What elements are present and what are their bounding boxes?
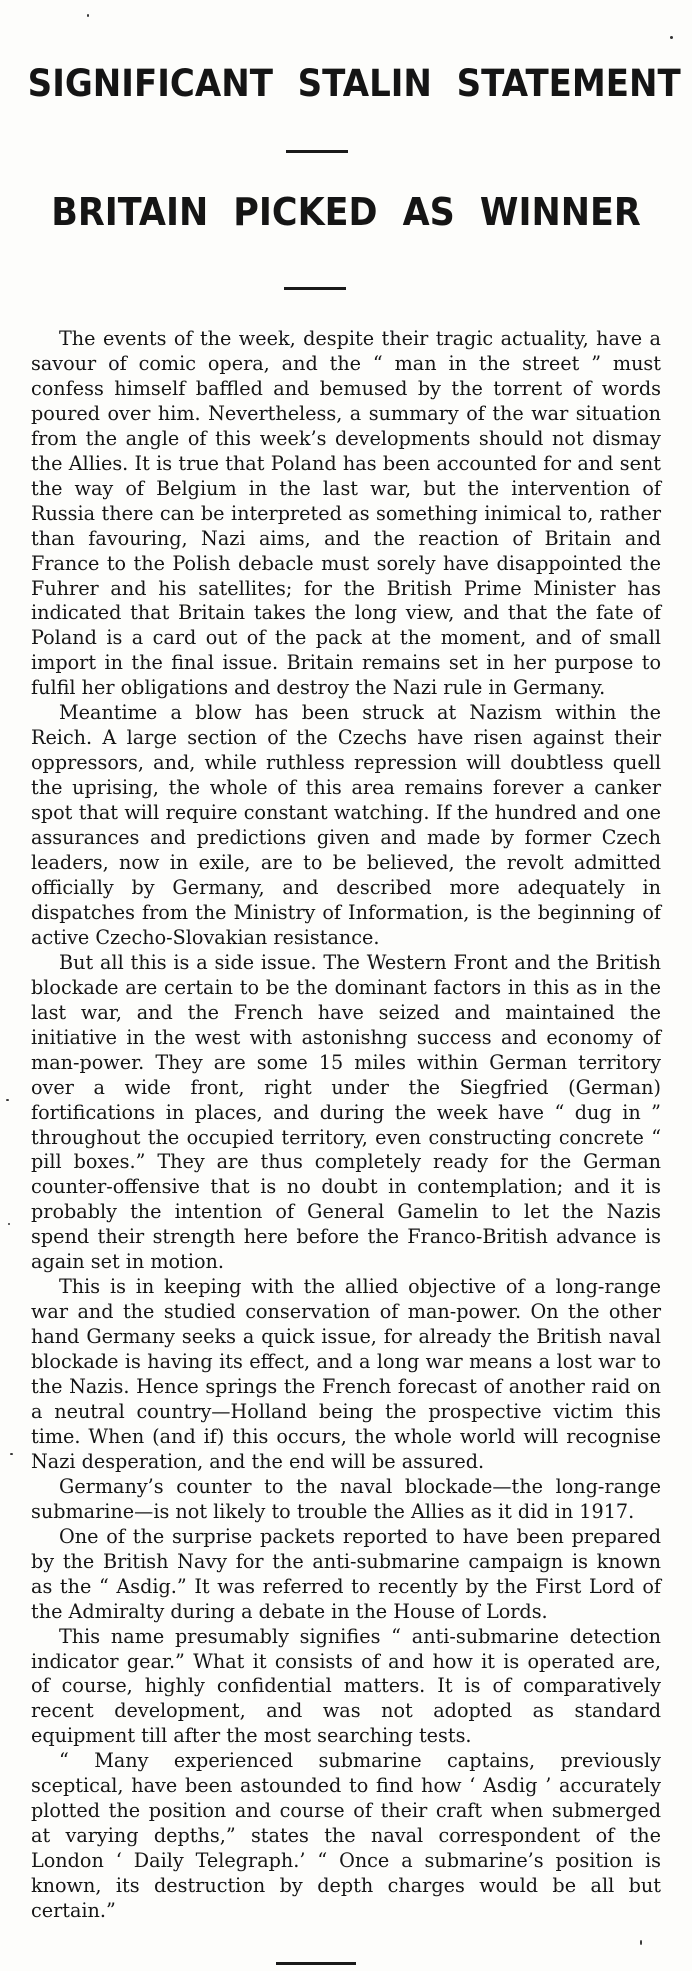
article-paragraph: The events of the week, despite their tragic actuality, have a savour of comic opera, and the “ man in the street ” must confess himself baffled and bemused by the torrent of words poured over him. Nevertheless, a summary of the war situation from the angle of this week’s developments should not dismay the Allies. It is true that Poland has been accounted for and sent the way of Belgium in the last war, but the intervention of Russia there can be interpreted as something inimical to, rather than favouring, Nazi aims, and the reaction of Britain and France to the Polish debacle must sorely have disappointed the Fuhrer and his satellites; for the British Prime Minister has indicated that Britain takes the long view, and that the fate of Poland is a card out of the pack at the moment, and of small import in the final issue. Britain remains set in her purpose to fulfil her obligations and destroy the Nazi rule in Germany. xyxy=(31,327,661,700)
headline-primary: SIGNIFICANT STALIN STATEMENT xyxy=(27,62,681,105)
article-paragraph: “ Many experienced submarine captains, previously sceptical, have been astounded to find how ‘ Asdig ’ accurately plotted the position and course of their craft when submerged at varying depths,” states the naval correspondent of the London ‘ Daily Telegraph.’ “ Once a submarine’s position is known, its destruction by depth charges would be all but certain.” xyxy=(31,1749,661,1923)
article-paragraph: Meantime a blow has been struck at Nazism within the Reich. A large section of the Czechs have risen against their oppressors, and, while ruthless repression will doubtless quell the uprising, the whole of this area remains forever a canker spot that will require constant watching. If the hundred and one assurances and predictions given and made by former Czech leaders, now in exile, are to be believed, the revolt admitted officially by Germany, and described more adequately in dispatches from the Ministry of Information, is the beginning of active Czecho-Slovakian resistance. xyxy=(31,701,661,949)
print-speck xyxy=(670,36,673,39)
headline-divider xyxy=(286,150,348,153)
article-paragraph: Germany’s counter to the naval blockade—the long-range submarine—is not likely to trouble the Allies as it did in 1917. xyxy=(31,1474,661,1523)
print-speck xyxy=(6,1099,9,1101)
print-speck xyxy=(87,14,89,17)
article-paragraph: This is in keeping with the allied objective of a long-range war and the studied conservation of man-power. On the other hand Germany seeks a quick issue, for already the British naval blockade is having its effect, and a long war means a lost war to the Nazis. Hence springs the French forecast of another raid on a neutral country—Holland being the prospective victim this time. When (and if) this occurs, the whole world will recognise Nazi desperation, and the end will be assured. xyxy=(31,1275,661,1473)
print-speck xyxy=(640,1940,642,1945)
subhead-divider xyxy=(284,287,346,290)
headline-secondary: BRITAIN PICKED AS WINNER xyxy=(51,190,641,234)
article-paragraph: This name presumably signifies “ anti-submarine detection indicator gear.” What it consists of and how it is operated are, of course, highly confidential matters. It is of comparatively recent development, and was not adopted as standard equipment till after the most searching tests. xyxy=(31,1624,661,1748)
article-body xyxy=(31,327,661,1924)
print-speck xyxy=(10,1453,13,1455)
article-paragraph: One of the surprise packets reported to have been prepared by the British Navy for the anti-submarine campaign is known as the “ Asdig.” It was referred to recently by the First Lord of the Admiralty during a debate in the House of Lords. xyxy=(31,1524,661,1623)
print-speck xyxy=(8,1223,10,1225)
article-end-rule xyxy=(276,1962,356,1965)
article-paragraph: But all this is a side issue. The Western Front and the British blockade are certain to be the dominant factors in this as in the last war, and the French have seized and maintained the initiative in the west with astonishng success and economy of man-power. They are some 15 miles within German territory over a wide front, right under the Siegfried (German) fortifications in places, and during the week have “ dug in ” throughout the occupied territory, even constructing concrete “ pill boxes.” They are thus completely ready for the German counter-offensive that is no doubt in contemplation; and it is probably the intention of General Gamelin to let the Nazis spend their strength here before the Franco-British advance is again set in motion. xyxy=(31,950,661,1274)
